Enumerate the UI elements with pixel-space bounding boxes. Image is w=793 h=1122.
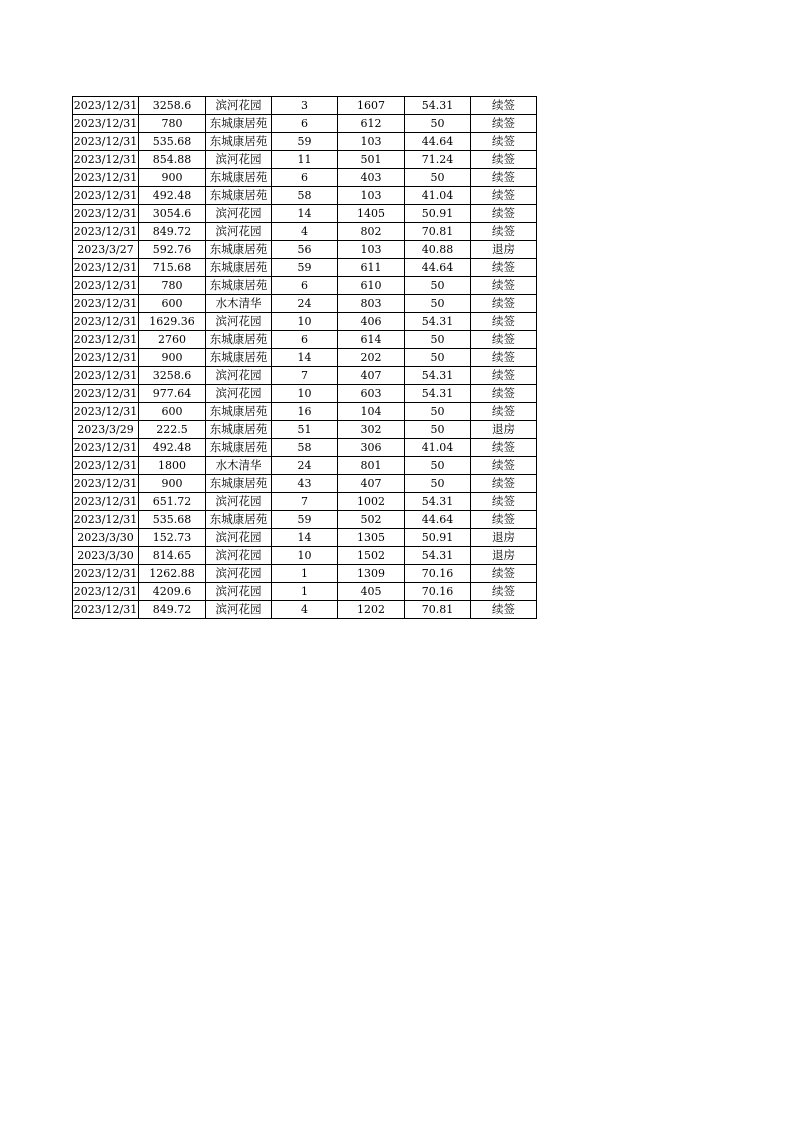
cell-amount: 152.73 xyxy=(139,529,206,547)
cell-building: 58 xyxy=(272,187,338,205)
cell-community: 东城康居苑 xyxy=(206,475,272,493)
cell-status: 续签 xyxy=(471,187,537,205)
cell-amount: 3054.6 xyxy=(139,205,206,223)
cell-building: 11 xyxy=(272,151,338,169)
cell-date: 2023/12/31 xyxy=(73,295,139,313)
cell-building: 10 xyxy=(272,385,338,403)
cell-area: 41.04 xyxy=(405,187,471,205)
cell-amount: 849.72 xyxy=(139,223,206,241)
cell-area: 54.31 xyxy=(405,97,471,115)
cell-area: 54.31 xyxy=(405,493,471,511)
cell-status: 续签 xyxy=(471,259,537,277)
cell-room: 801 xyxy=(338,457,405,475)
cell-date: 2023/12/31 xyxy=(73,601,139,619)
cell-building: 24 xyxy=(272,457,338,475)
cell-status: 续签 xyxy=(471,367,537,385)
cell-status: 续签 xyxy=(471,349,537,367)
cell-date: 2023/3/30 xyxy=(73,529,139,547)
cell-status: 续签 xyxy=(471,331,537,349)
cell-community: 滨河花园 xyxy=(206,367,272,385)
cell-status: 续签 xyxy=(471,223,537,241)
cell-status: 续签 xyxy=(471,313,537,331)
cell-room: 1202 xyxy=(338,601,405,619)
cell-status: 续签 xyxy=(471,169,537,187)
table-row xyxy=(73,295,537,313)
cell-room: 1305 xyxy=(338,529,405,547)
cell-community: 东城康居苑 xyxy=(206,133,272,151)
cell-community: 东城康居苑 xyxy=(206,115,272,133)
cell-date: 2023/12/31 xyxy=(73,151,139,169)
table-row xyxy=(73,583,537,601)
cell-room: 306 xyxy=(338,439,405,457)
cell-community: 东城康居苑 xyxy=(206,187,272,205)
cell-amount: 2760 xyxy=(139,331,206,349)
cell-building: 24 xyxy=(272,295,338,313)
cell-room: 103 xyxy=(338,241,405,259)
cell-area: 54.31 xyxy=(405,367,471,385)
cell-community: 水木清华 xyxy=(206,457,272,475)
cell-date: 2023/12/31 xyxy=(73,277,139,295)
table-row xyxy=(73,421,537,439)
cell-building: 14 xyxy=(272,529,338,547)
cell-community: 东城康居苑 xyxy=(206,421,272,439)
cell-community: 滨河花园 xyxy=(206,493,272,511)
cell-area: 40.88 xyxy=(405,241,471,259)
table-row xyxy=(73,331,537,349)
cell-area: 50.91 xyxy=(405,529,471,547)
cell-date: 2023/12/31 xyxy=(73,439,139,457)
cell-date: 2023/12/31 xyxy=(73,331,139,349)
cell-area: 41.04 xyxy=(405,439,471,457)
cell-amount: 780 xyxy=(139,115,206,133)
cell-building: 59 xyxy=(272,259,338,277)
cell-building: 58 xyxy=(272,439,338,457)
cell-status: 退房 xyxy=(471,241,537,259)
table-row xyxy=(73,565,537,583)
cell-date: 2023/12/31 xyxy=(73,349,139,367)
cell-date: 2023/3/30 xyxy=(73,547,139,565)
cell-amount: 3258.6 xyxy=(139,367,206,385)
cell-room: 612 xyxy=(338,115,405,133)
cell-building: 56 xyxy=(272,241,338,259)
cell-status: 续签 xyxy=(471,277,537,295)
cell-amount: 4209.6 xyxy=(139,583,206,601)
cell-building: 1 xyxy=(272,583,338,601)
cell-status: 续签 xyxy=(471,403,537,421)
cell-building: 16 xyxy=(272,403,338,421)
cell-area: 54.31 xyxy=(405,313,471,331)
cell-status: 续签 xyxy=(471,601,537,619)
cell-status: 续签 xyxy=(471,583,537,601)
cell-community: 东城康居苑 xyxy=(206,277,272,295)
cell-building: 43 xyxy=(272,475,338,493)
table-row xyxy=(73,115,537,133)
cell-area: 54.31 xyxy=(405,547,471,565)
cell-status: 续签 xyxy=(471,205,537,223)
cell-amount: 900 xyxy=(139,349,206,367)
table-row xyxy=(73,169,537,187)
table-row xyxy=(73,493,537,511)
cell-building: 10 xyxy=(272,313,338,331)
lease-table xyxy=(72,96,537,619)
cell-status: 退房 xyxy=(471,421,537,439)
cell-amount: 651.72 xyxy=(139,493,206,511)
cell-room: 202 xyxy=(338,349,405,367)
cell-area: 70.81 xyxy=(405,223,471,241)
cell-room: 403 xyxy=(338,169,405,187)
cell-amount: 854.88 xyxy=(139,151,206,169)
cell-date: 2023/12/31 xyxy=(73,403,139,421)
cell-community: 东城康居苑 xyxy=(206,439,272,457)
table-row xyxy=(73,241,537,259)
cell-amount: 492.48 xyxy=(139,187,206,205)
cell-date: 2023/12/31 xyxy=(73,511,139,529)
cell-status: 续签 xyxy=(471,151,537,169)
cell-community: 滨河花园 xyxy=(206,565,272,583)
cell-area: 50 xyxy=(405,457,471,475)
cell-room: 610 xyxy=(338,277,405,295)
cell-status: 续签 xyxy=(471,115,537,133)
cell-area: 50 xyxy=(405,331,471,349)
cell-building: 4 xyxy=(272,223,338,241)
cell-community: 滨河花园 xyxy=(206,151,272,169)
cell-status: 续签 xyxy=(471,295,537,313)
cell-community: 滨河花园 xyxy=(206,529,272,547)
cell-amount: 535.68 xyxy=(139,511,206,529)
cell-building: 59 xyxy=(272,511,338,529)
cell-status: 续签 xyxy=(471,565,537,583)
cell-area: 70.16 xyxy=(405,565,471,583)
table-row xyxy=(73,547,537,565)
table-row xyxy=(73,511,537,529)
cell-room: 1002 xyxy=(338,493,405,511)
cell-community: 滨河花园 xyxy=(206,205,272,223)
cell-date: 2023/12/31 xyxy=(73,259,139,277)
table-row xyxy=(73,403,537,421)
table-row xyxy=(73,439,537,457)
table-row xyxy=(73,313,537,331)
cell-amount: 780 xyxy=(139,277,206,295)
cell-area: 50 xyxy=(405,115,471,133)
cell-room: 1405 xyxy=(338,205,405,223)
cell-status: 续签 xyxy=(471,457,537,475)
cell-community: 滨河花园 xyxy=(206,313,272,331)
table-row xyxy=(73,367,537,385)
cell-room: 104 xyxy=(338,403,405,421)
cell-date: 2023/3/29 xyxy=(73,421,139,439)
cell-community: 水木清华 xyxy=(206,295,272,313)
cell-community: 东城康居苑 xyxy=(206,169,272,187)
table-row xyxy=(73,385,537,403)
cell-area: 50.91 xyxy=(405,205,471,223)
cell-building: 10 xyxy=(272,547,338,565)
cell-community: 滨河花园 xyxy=(206,385,272,403)
cell-building: 59 xyxy=(272,133,338,151)
cell-amount: 222.5 xyxy=(139,421,206,439)
cell-area: 50 xyxy=(405,277,471,295)
cell-area: 44.64 xyxy=(405,511,471,529)
cell-room: 406 xyxy=(338,313,405,331)
cell-amount: 849.72 xyxy=(139,601,206,619)
cell-room: 1309 xyxy=(338,565,405,583)
cell-area: 50 xyxy=(405,421,471,439)
cell-area: 54.31 xyxy=(405,385,471,403)
table-row xyxy=(73,187,537,205)
cell-room: 405 xyxy=(338,583,405,601)
cell-building: 7 xyxy=(272,367,338,385)
cell-room: 603 xyxy=(338,385,405,403)
cell-status: 续签 xyxy=(471,97,537,115)
cell-building: 51 xyxy=(272,421,338,439)
cell-amount: 1262.88 xyxy=(139,565,206,583)
cell-building: 3 xyxy=(272,97,338,115)
cell-room: 407 xyxy=(338,475,405,493)
table-row xyxy=(73,529,537,547)
cell-room: 103 xyxy=(338,133,405,151)
cell-area: 70.81 xyxy=(405,601,471,619)
cell-community: 东城康居苑 xyxy=(206,511,272,529)
cell-date: 2023/12/31 xyxy=(73,565,139,583)
cell-amount: 814.65 xyxy=(139,547,206,565)
table-row xyxy=(73,151,537,169)
cell-building: 1 xyxy=(272,565,338,583)
table-row xyxy=(73,349,537,367)
cell-community: 东城康居苑 xyxy=(206,331,272,349)
cell-amount: 900 xyxy=(139,475,206,493)
cell-area: 71.24 xyxy=(405,151,471,169)
cell-room: 407 xyxy=(338,367,405,385)
cell-building: 14 xyxy=(272,349,338,367)
table-row xyxy=(73,475,537,493)
table-row xyxy=(73,223,537,241)
table-row xyxy=(73,97,537,115)
cell-community: 东城康居苑 xyxy=(206,349,272,367)
cell-room: 1502 xyxy=(338,547,405,565)
cell-area: 50 xyxy=(405,349,471,367)
cell-status: 退房 xyxy=(471,529,537,547)
cell-room: 501 xyxy=(338,151,405,169)
table-row xyxy=(73,457,537,475)
cell-date: 2023/12/31 xyxy=(73,115,139,133)
cell-date: 2023/12/31 xyxy=(73,187,139,205)
cell-room: 803 xyxy=(338,295,405,313)
cell-date: 2023/3/27 xyxy=(73,241,139,259)
cell-date: 2023/12/31 xyxy=(73,223,139,241)
cell-date: 2023/12/31 xyxy=(73,457,139,475)
cell-status: 续签 xyxy=(471,439,537,457)
cell-status: 续签 xyxy=(471,133,537,151)
cell-amount: 715.68 xyxy=(139,259,206,277)
cell-community: 滨河花园 xyxy=(206,547,272,565)
cell-area: 50 xyxy=(405,169,471,187)
cell-date: 2023/12/31 xyxy=(73,385,139,403)
lease-table-body xyxy=(73,97,537,619)
cell-room: 302 xyxy=(338,421,405,439)
cell-room: 1607 xyxy=(338,97,405,115)
cell-community: 东城康居苑 xyxy=(206,241,272,259)
cell-building: 6 xyxy=(272,169,338,187)
cell-date: 2023/12/31 xyxy=(73,97,139,115)
cell-area: 70.16 xyxy=(405,583,471,601)
cell-date: 2023/12/31 xyxy=(73,313,139,331)
cell-date: 2023/12/31 xyxy=(73,133,139,151)
cell-date: 2023/12/31 xyxy=(73,367,139,385)
cell-status: 续签 xyxy=(471,475,537,493)
table-row xyxy=(73,601,537,619)
cell-status: 退房 xyxy=(471,547,537,565)
cell-amount: 592.76 xyxy=(139,241,206,259)
cell-amount: 3258.6 xyxy=(139,97,206,115)
cell-building: 4 xyxy=(272,601,338,619)
cell-amount: 600 xyxy=(139,403,206,421)
cell-status: 续签 xyxy=(471,385,537,403)
cell-room: 611 xyxy=(338,259,405,277)
cell-status: 续签 xyxy=(471,493,537,511)
cell-date: 2023/12/31 xyxy=(73,583,139,601)
cell-amount: 977.64 xyxy=(139,385,206,403)
cell-community: 滨河花园 xyxy=(206,97,272,115)
cell-date: 2023/12/31 xyxy=(73,475,139,493)
cell-room: 802 xyxy=(338,223,405,241)
cell-date: 2023/12/31 xyxy=(73,493,139,511)
cell-amount: 535.68 xyxy=(139,133,206,151)
cell-building: 14 xyxy=(272,205,338,223)
cell-community: 滨河花园 xyxy=(206,583,272,601)
cell-date: 2023/12/31 xyxy=(73,169,139,187)
cell-room: 614 xyxy=(338,331,405,349)
cell-area: 50 xyxy=(405,403,471,421)
table-row xyxy=(73,259,537,277)
table-row xyxy=(73,133,537,151)
cell-room: 502 xyxy=(338,511,405,529)
cell-amount: 600 xyxy=(139,295,206,313)
cell-building: 7 xyxy=(272,493,338,511)
cell-date: 2023/12/31 xyxy=(73,205,139,223)
cell-amount: 492.48 xyxy=(139,439,206,457)
cell-area: 50 xyxy=(405,475,471,493)
cell-area: 50 xyxy=(405,295,471,313)
cell-status: 续签 xyxy=(471,511,537,529)
cell-area: 44.64 xyxy=(405,133,471,151)
cell-building: 6 xyxy=(272,115,338,133)
table-row xyxy=(73,205,537,223)
cell-amount: 1800 xyxy=(139,457,206,475)
cell-amount: 1629.36 xyxy=(139,313,206,331)
table-row xyxy=(73,277,537,295)
cell-area: 44.64 xyxy=(405,259,471,277)
cell-community: 东城康居苑 xyxy=(206,403,272,421)
cell-building: 6 xyxy=(272,277,338,295)
cell-amount: 900 xyxy=(139,169,206,187)
cell-room: 103 xyxy=(338,187,405,205)
cell-community: 滨河花园 xyxy=(206,223,272,241)
cell-community: 东城康居苑 xyxy=(206,259,272,277)
cell-building: 6 xyxy=(272,331,338,349)
cell-community: 滨河花园 xyxy=(206,601,272,619)
